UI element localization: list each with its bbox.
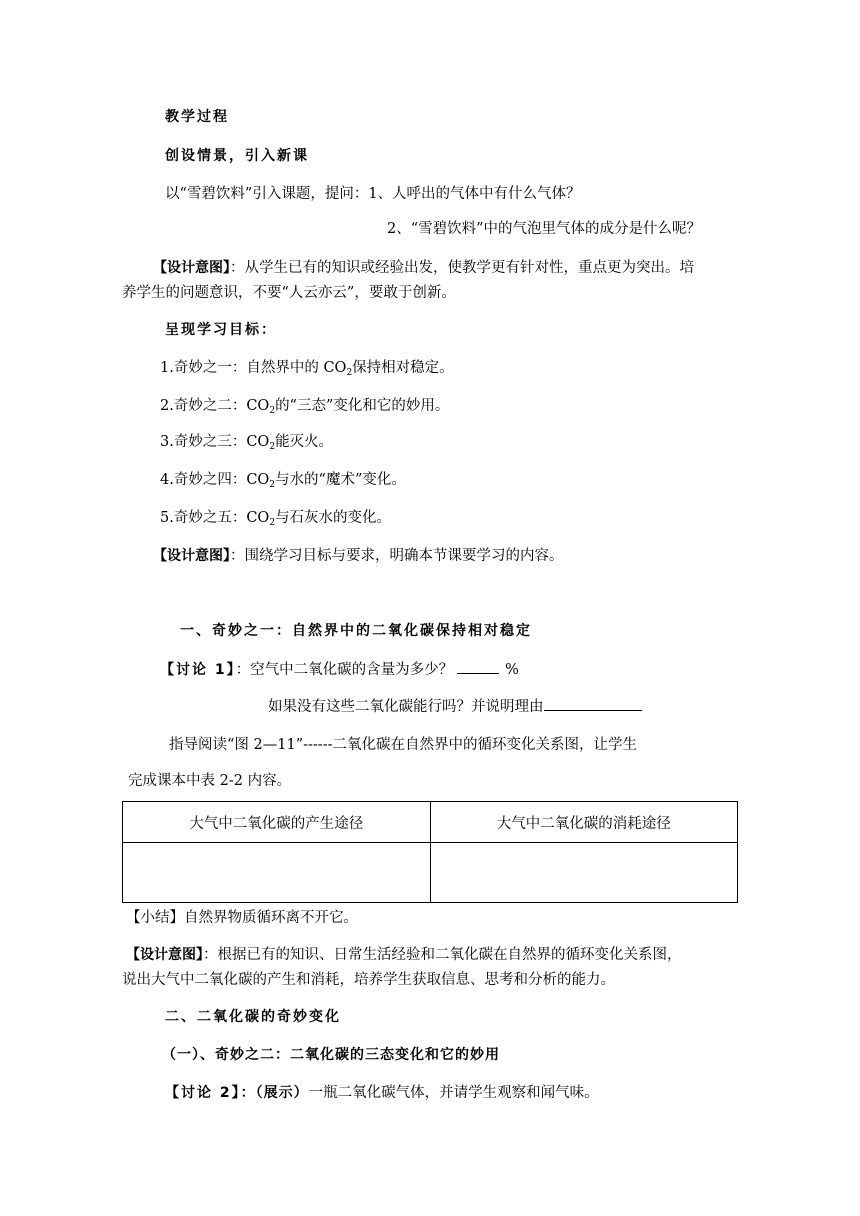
objective-item: 1.奇妙之一：自然界中的 $CO_2$保持相对稳定。 bbox=[160, 360, 454, 378]
design-intent-3: 【设计意图】：根据已有的知识、日常生活经验和二氧化碳在自然界的循环变化关系图， bbox=[126, 947, 682, 963]
co2-pathways-table bbox=[122, 801, 738, 903]
part-two-subheading: （一）、奇妙之二：二氧化碳的三态变化和它的妙用 bbox=[162, 1047, 500, 1063]
design-intent-label: 【设计意图】 bbox=[153, 548, 230, 564]
intro-question-2: 2、“雪碧饮料”中的气泡里气体的成分是什么呢？ bbox=[387, 221, 702, 237]
reason-blank[interactable] bbox=[544, 696, 642, 711]
table-header-production: 大气中二氧化碳的产生途径 bbox=[123, 802, 431, 843]
design-intent-2: 【设计意图】：围绕学习目标与要求，明确本节课要学习的内容。 bbox=[153, 548, 564, 564]
summary-label: 【小结】 bbox=[126, 910, 184, 926]
discussion-1-question-1: 【讨论 1】：空气中二氧化碳的含量为多少？ % bbox=[160, 659, 519, 680]
discussion-2-label: 【讨论 2】 bbox=[165, 1085, 241, 1101]
objectives-heading: 呈现学习目标： bbox=[165, 322, 277, 338]
percentage-blank[interactable] bbox=[457, 659, 499, 674]
production-answer-cell[interactable] bbox=[123, 843, 431, 903]
design-intent-1 bbox=[153, 258, 694, 278]
discussion-1-label: 【讨论 1】 bbox=[160, 662, 236, 678]
intro-section-heading: 创设情景，引入新课 bbox=[165, 148, 309, 164]
guide-reading-line-1: 指导阅读“图 2—11”------二氧化碳在自然界中的循环变化关系图，让学生 bbox=[169, 737, 638, 753]
guide-reading-line-2: 完成课本中表 2-2 内容。 bbox=[128, 773, 292, 789]
part-one-heading: 一、奇妙之一：自然界中的二氧化碳保持相对稳定 bbox=[180, 623, 532, 639]
design-intent-label: 【设计意图】 bbox=[126, 947, 203, 963]
objective-item: 5.奇妙之五：$CO_2$与石灰水的变化。 bbox=[160, 510, 392, 528]
teaching-process-heading: 教学过程 bbox=[165, 109, 229, 125]
design-intent-text: ：从学生已有的知识或经验出发，使教学更有针对性，重点更为突出。培 bbox=[230, 260, 694, 276]
objective-item: 2.奇妙之二：$CO_2$的“三态”变化和它的妙用。 bbox=[160, 398, 450, 416]
objective-item: 4.奇妙之四：$CO_2$与水的“魔术”变化。 bbox=[160, 472, 406, 490]
objective-item: 3.奇妙之三：$CO_2$能灭火。 bbox=[160, 434, 334, 452]
design-intent-1-continued: 养学生的问题意识，不要“人云亦云”，要敢于创新。 bbox=[122, 285, 456, 301]
design-intent-3-continued: 说出大气中二氧化碳的产生和消耗，培养学生获取信息、思考和分析的能力。 bbox=[122, 972, 615, 988]
discussion-2: 【讨论 2】：（展示）一瓶二氧化碳气体，并请学生观察和闻气味。 bbox=[165, 1085, 599, 1101]
summary: 【小结】自然界物质循环离不开它。 bbox=[126, 910, 358, 926]
discussion-1-question-2: 如果没有这些二氧化碳能行吗？并说明理由 bbox=[268, 696, 642, 717]
intro-question-1: 以“雪碧饮料”引入课题，提问：1、人呼出的气体中有什么气体？ bbox=[165, 186, 581, 202]
table-header-consumption: 大气中二氧化碳的消耗途径 bbox=[430, 802, 738, 843]
consumption-answer-cell[interactable] bbox=[430, 843, 738, 903]
part-two-heading: 二、二氧化碳的奇妙变化 bbox=[165, 1009, 341, 1025]
design-intent-label: 【设计意图】 bbox=[153, 260, 230, 276]
